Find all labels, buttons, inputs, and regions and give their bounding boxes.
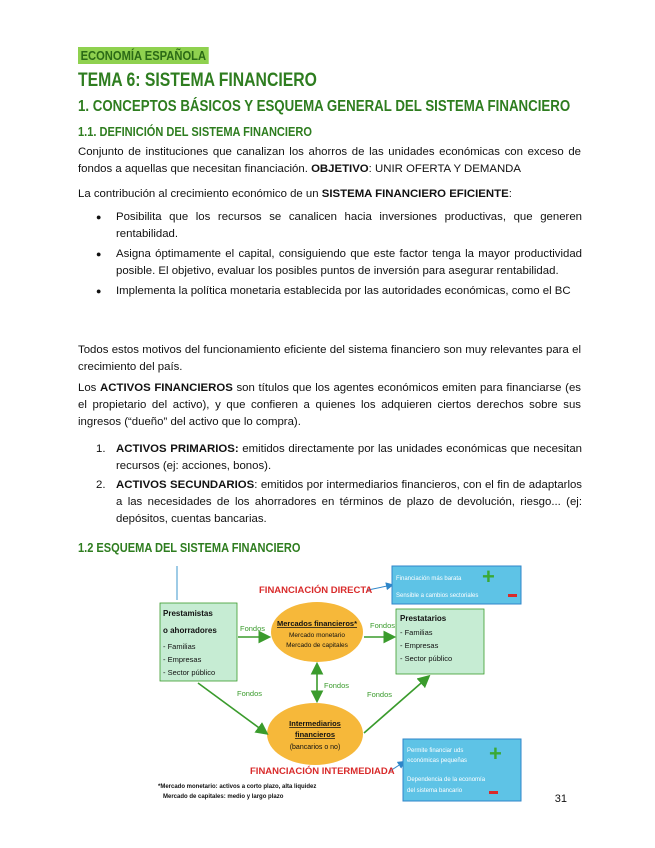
item-bold: ACTIVOS PRIMARIOS: [116,443,239,455]
item-number: 1. [96,443,106,455]
item-number: 2. [96,479,106,491]
section-heading-1-2: 1.2 ESQUEMA DEL SISTEMA FINANCIERO [78,540,301,555]
page-title: TEMA 6: SISTEMA FINANCIERO [78,70,317,91]
prestatarios-title: Prestatarios [400,614,447,623]
fondos-label: Fondos [237,689,263,698]
footnote: Mercado de capitales: medio y largo plazo [163,794,284,800]
mercados-line1: Mercado monetario [289,632,345,639]
page-number: 31 [554,793,567,805]
contribution-end: : [508,188,512,200]
note-text: Financiación más barata [396,576,462,582]
fin-intermediada-label: FINANCIACIÓN INTERMEDIADA [250,766,395,777]
minus-icon [489,791,498,794]
activos-bold: ACTIVOS FINANCIEROS [100,382,233,394]
item-text: : emitidos por intermediarios financieros, con el fin de adaptarlos a las necesidades de los ahorradores en términos de plazo de devolución, riesgo... (ej: depósitos, cuentas bancarias. [116,479,583,525]
prestatarios-item: - Sector público [400,654,453,663]
plus-icon: + [489,741,502,766]
definition-text: Conjunto de instituciones que canalizan los ahorros de las unidades económicas con exceso de fondos a aquellas que necesitan financiación. [78,146,581,175]
mercados-title: Mercados financieros* [276,619,358,628]
motivos-paragraph: Todos estos motivos del funcionamiento eficiente del sistema financiero son muy relevantes para el crecimiento del país. [78,344,581,373]
plus-icon: + [482,564,495,589]
subject-label: ECONOMÍA ESPAÑOLA [78,47,209,64]
item-text: emitidos directamente por las unidades económicas que necesitan recursos (ej: acciones, bonos). [116,443,582,472]
footnote: *Mercado monetario: activos a corto plazo, alta liquidez [158,784,317,790]
section-heading-1-1: 1.1. DEFINICIÓN DEL SISTEMA FINANCIERO [78,124,312,139]
intermediarios-sub: (bancarios o no) [289,744,341,751]
objective-label: OBJETIVO [311,163,369,175]
intermediarios-title: Intermediarios [289,719,341,728]
note-text: Permite financiar uds [407,748,464,754]
contribution-text: La contribución al crecimiento económico de un [78,188,322,200]
intermediarios-title-2: financieros [294,730,336,739]
item-bold: ACTIVOS SECUNDARIOS [116,479,255,491]
fin-directa-label: FINANCIACIÓN DIRECTA [259,585,373,596]
prestamistas-item: - Familias [163,642,196,651]
note-text: económicas pequeñas [407,758,468,764]
activos-post: son títulos que los agentes económicos emiten para financiarse (es el propietario del activo), y que confieren a quienes los adquieren ciertos derechos sobre sus ingresos (“dueño” del activo que lo compra). [78,382,581,428]
fondos-label: Fondos [240,624,266,633]
fondos-label: Fondos [370,621,396,630]
activos-pre: Los [78,382,101,394]
mercados-line2: Mercado de capitales [286,642,348,649]
fondos-label: Fondos [367,690,393,699]
prestamistas-item: - Sector público [163,668,216,677]
prestatarios-item: - Empresas [400,641,439,650]
fondos-label: Fondos [324,681,350,690]
minus-icon [508,594,517,597]
prestatarios-item: - Familias [400,628,433,637]
contribution-bold: SISTEMA FINANCIERO EFICIENTE [321,188,509,200]
section-heading-1: 1. CONCEPTOS BÁSICOS Y ESQUEMA GENERAL DEL SISTEMA FINANCIERO [78,98,571,115]
note-text: Dependencia de la economía [407,777,486,783]
objective-text: : UNIR OFERTA Y DEMANDA [368,163,521,175]
arrow-intermediarios-prestatarios [364,677,428,733]
list-item: ● Implementa la política monetaria establecida por las autoridades económicas, como el BC [96,283,582,300]
note-text: del sistema bancario [407,788,463,794]
prestamistas-item: - Empresas [163,655,202,664]
prestamistas-title: Prestamistas [163,609,213,618]
list-item: ● Asigna óptimamente el capital, consiguiendo que este factor tenga la mayor productividad posible. El objetivo, evaluar los posibles puntos de inversión para asegurar rentabilidad. [96,246,582,280]
note-text: Sensible a cambios sectoriales [396,593,479,599]
list-item: ● Posibilita que los recursos se canalicen hacia inversiones productivas, que generen rentabilidad. [96,209,582,243]
prestamistas-sub: o ahorradores [163,626,217,635]
